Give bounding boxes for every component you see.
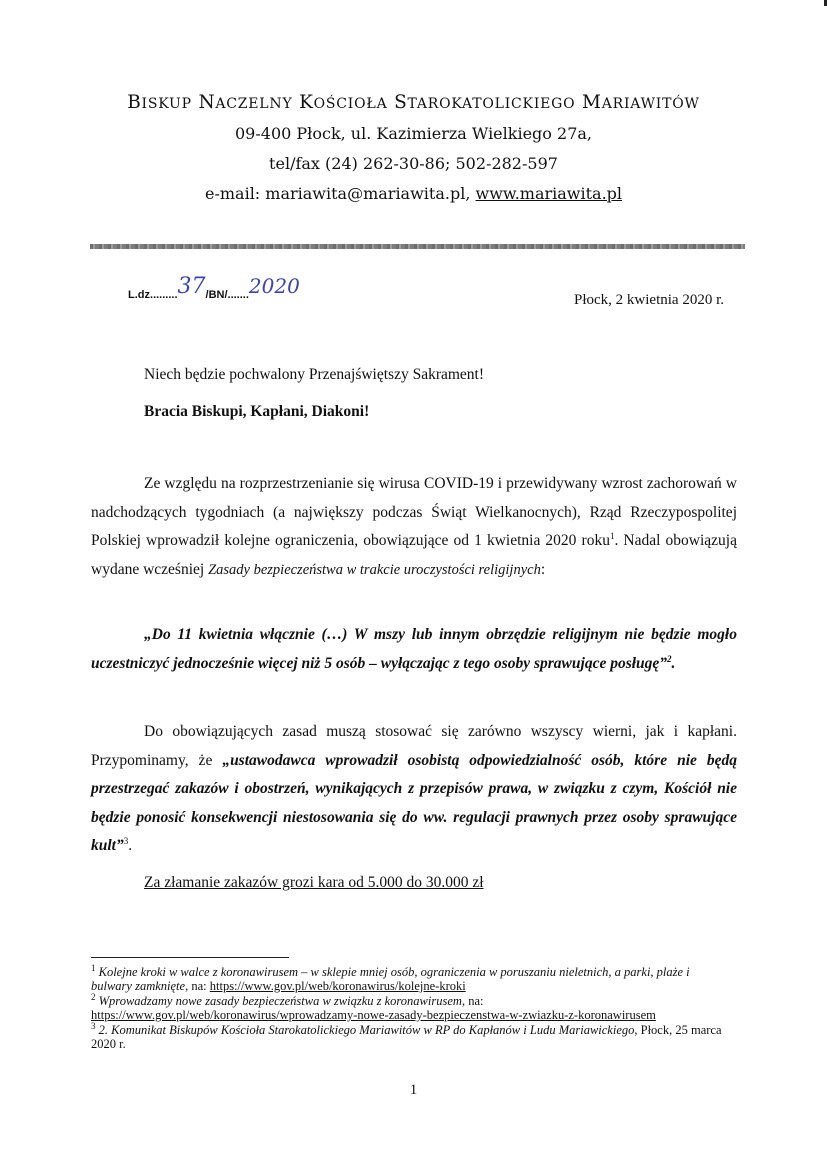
- greeting: Niech będzie pochwalony Przenajświętszy Sakrament!: [144, 366, 485, 383]
- paragraph-1: Ze względu na rozprzestrzenianie się wirusa COVID-19 i przewidywany wzrost zachorowań w nadchodzących tygodniach (a największy podczas Świąt Wielkanocnych), Rząd Rzeczypospolitej Polskiej wprowadził kolejne ograniczenia, obowiązujące od 1 kwietnia 2020 roku$^1$. Nadal obowiązują wydane wcześniej Zasady bezpieczeństwa w trakcie uroczystości religijnych:: [91, 475, 737, 578]
- footnotes: [91, 962, 731, 1052]
- date-line: Płock, 2 kwietnia 2020 r.: [574, 292, 724, 308]
- footnote-2: $^2$ Wprowadzamy nowe zasady bezpieczeństwa w związku z koronawirusem, na: https://www.gov.pl/web/koronawirus/wprowadzamy-nowe-zasady-bezpieczenstwa-w-zwiazku-z-koronawirusem: [91, 991, 656, 1022]
- letterhead-title: BISKUP NACZELNY KOŚCIOŁA STAROKATOLICKIEGO MARIAWITÓW: [127, 92, 700, 113]
- footnote-divider: [91, 957, 289, 958]
- header-divider: [90, 244, 745, 249]
- letterhead: [0, 92, 827, 203]
- letterhead-address: 09-400 Płock, ul. Kazimierza Wielkiego 27a,: [235, 124, 592, 143]
- paragraph-penalty: Za złamanie zakazów grozi kara od 5.000 do 30.000 zł: [144, 874, 484, 891]
- footnote-ref-3: 3: [123, 836, 129, 847]
- footnote-ref-2: 2: [667, 653, 672, 664]
- footnote-1: $^1$ Kolejne kroki w walce z koronawirusem – w sklepie mniej osób, ograniczenia w poruszaniu nieletnich, a parki, plaże i bulwary zamknięte, na: https://www.gov.pl/web/koronawirus/kolejne-kroki: [91, 962, 690, 993]
- reference-number: L.dz.........37/BN/.......2020: [128, 274, 300, 301]
- footnote-1-link[interactable]: https://www.gov.pl/web/koronawirus/kolejne-kroki: [209, 979, 466, 993]
- paragraph-quote: „Do 11 kwietnia włącznie (…) W mszy lub innym obrzędzie religijnym nie będzie mogło uczestniczyć jednocześnie więcej niż 5 osób – wyłączając z tego osoby sprawujące posługę”$^2$.: [91, 626, 737, 672]
- handwritten-number: 37: [177, 274, 206, 299]
- page-number: 1: [409, 1082, 418, 1098]
- letterhead-contact: [0, 184, 827, 203]
- footnote-2-link[interactable]: https://www.gov.pl/web/koronawirus/wprowadzamy-nowe-zasady-bezpieczenstwa-w-zwiazku-z-koronawirusem: [91, 1008, 656, 1022]
- footnote-3: $^3$ 2. Komunikat Biskupów Kościoła Starokatolickiego Mariawitów w RP do Kapłanów i Ludu Mariawickiego, Płock, 25 marca 2020 r.: [91, 1020, 722, 1051]
- website-link[interactable]: www.mariawita.pl: [475, 184, 623, 203]
- letterhead-email: e-mail: mariawita@mariawita.pl,: [204, 184, 476, 203]
- handwritten-year: 2020: [248, 274, 300, 298]
- paragraph-3: Do obowiązujących zasad muszą stosować się zarówno wszyscy wierni, jak i kapłani. Przypominamy, że „ustawodawca wprowadził osobistą odpowiedzialność osób, które nie będą przestrzegać zakazów i obostrzeń, wynikających z przepisów prawa, w związku z czym, Kościół nie będzie ponosić konsekwencji niestosowania się do ww. regulacji prawnych przez osoby sprawujące kult”$^3$.: [91, 723, 737, 855]
- footnote-ref-1: 1: [609, 531, 615, 542]
- letterhead-phone: tel/fax (24) 262-30-86; 502-282-597: [269, 154, 558, 173]
- salutation: Bracia Biskupi, Kapłani, Diakoni!: [144, 403, 370, 420]
